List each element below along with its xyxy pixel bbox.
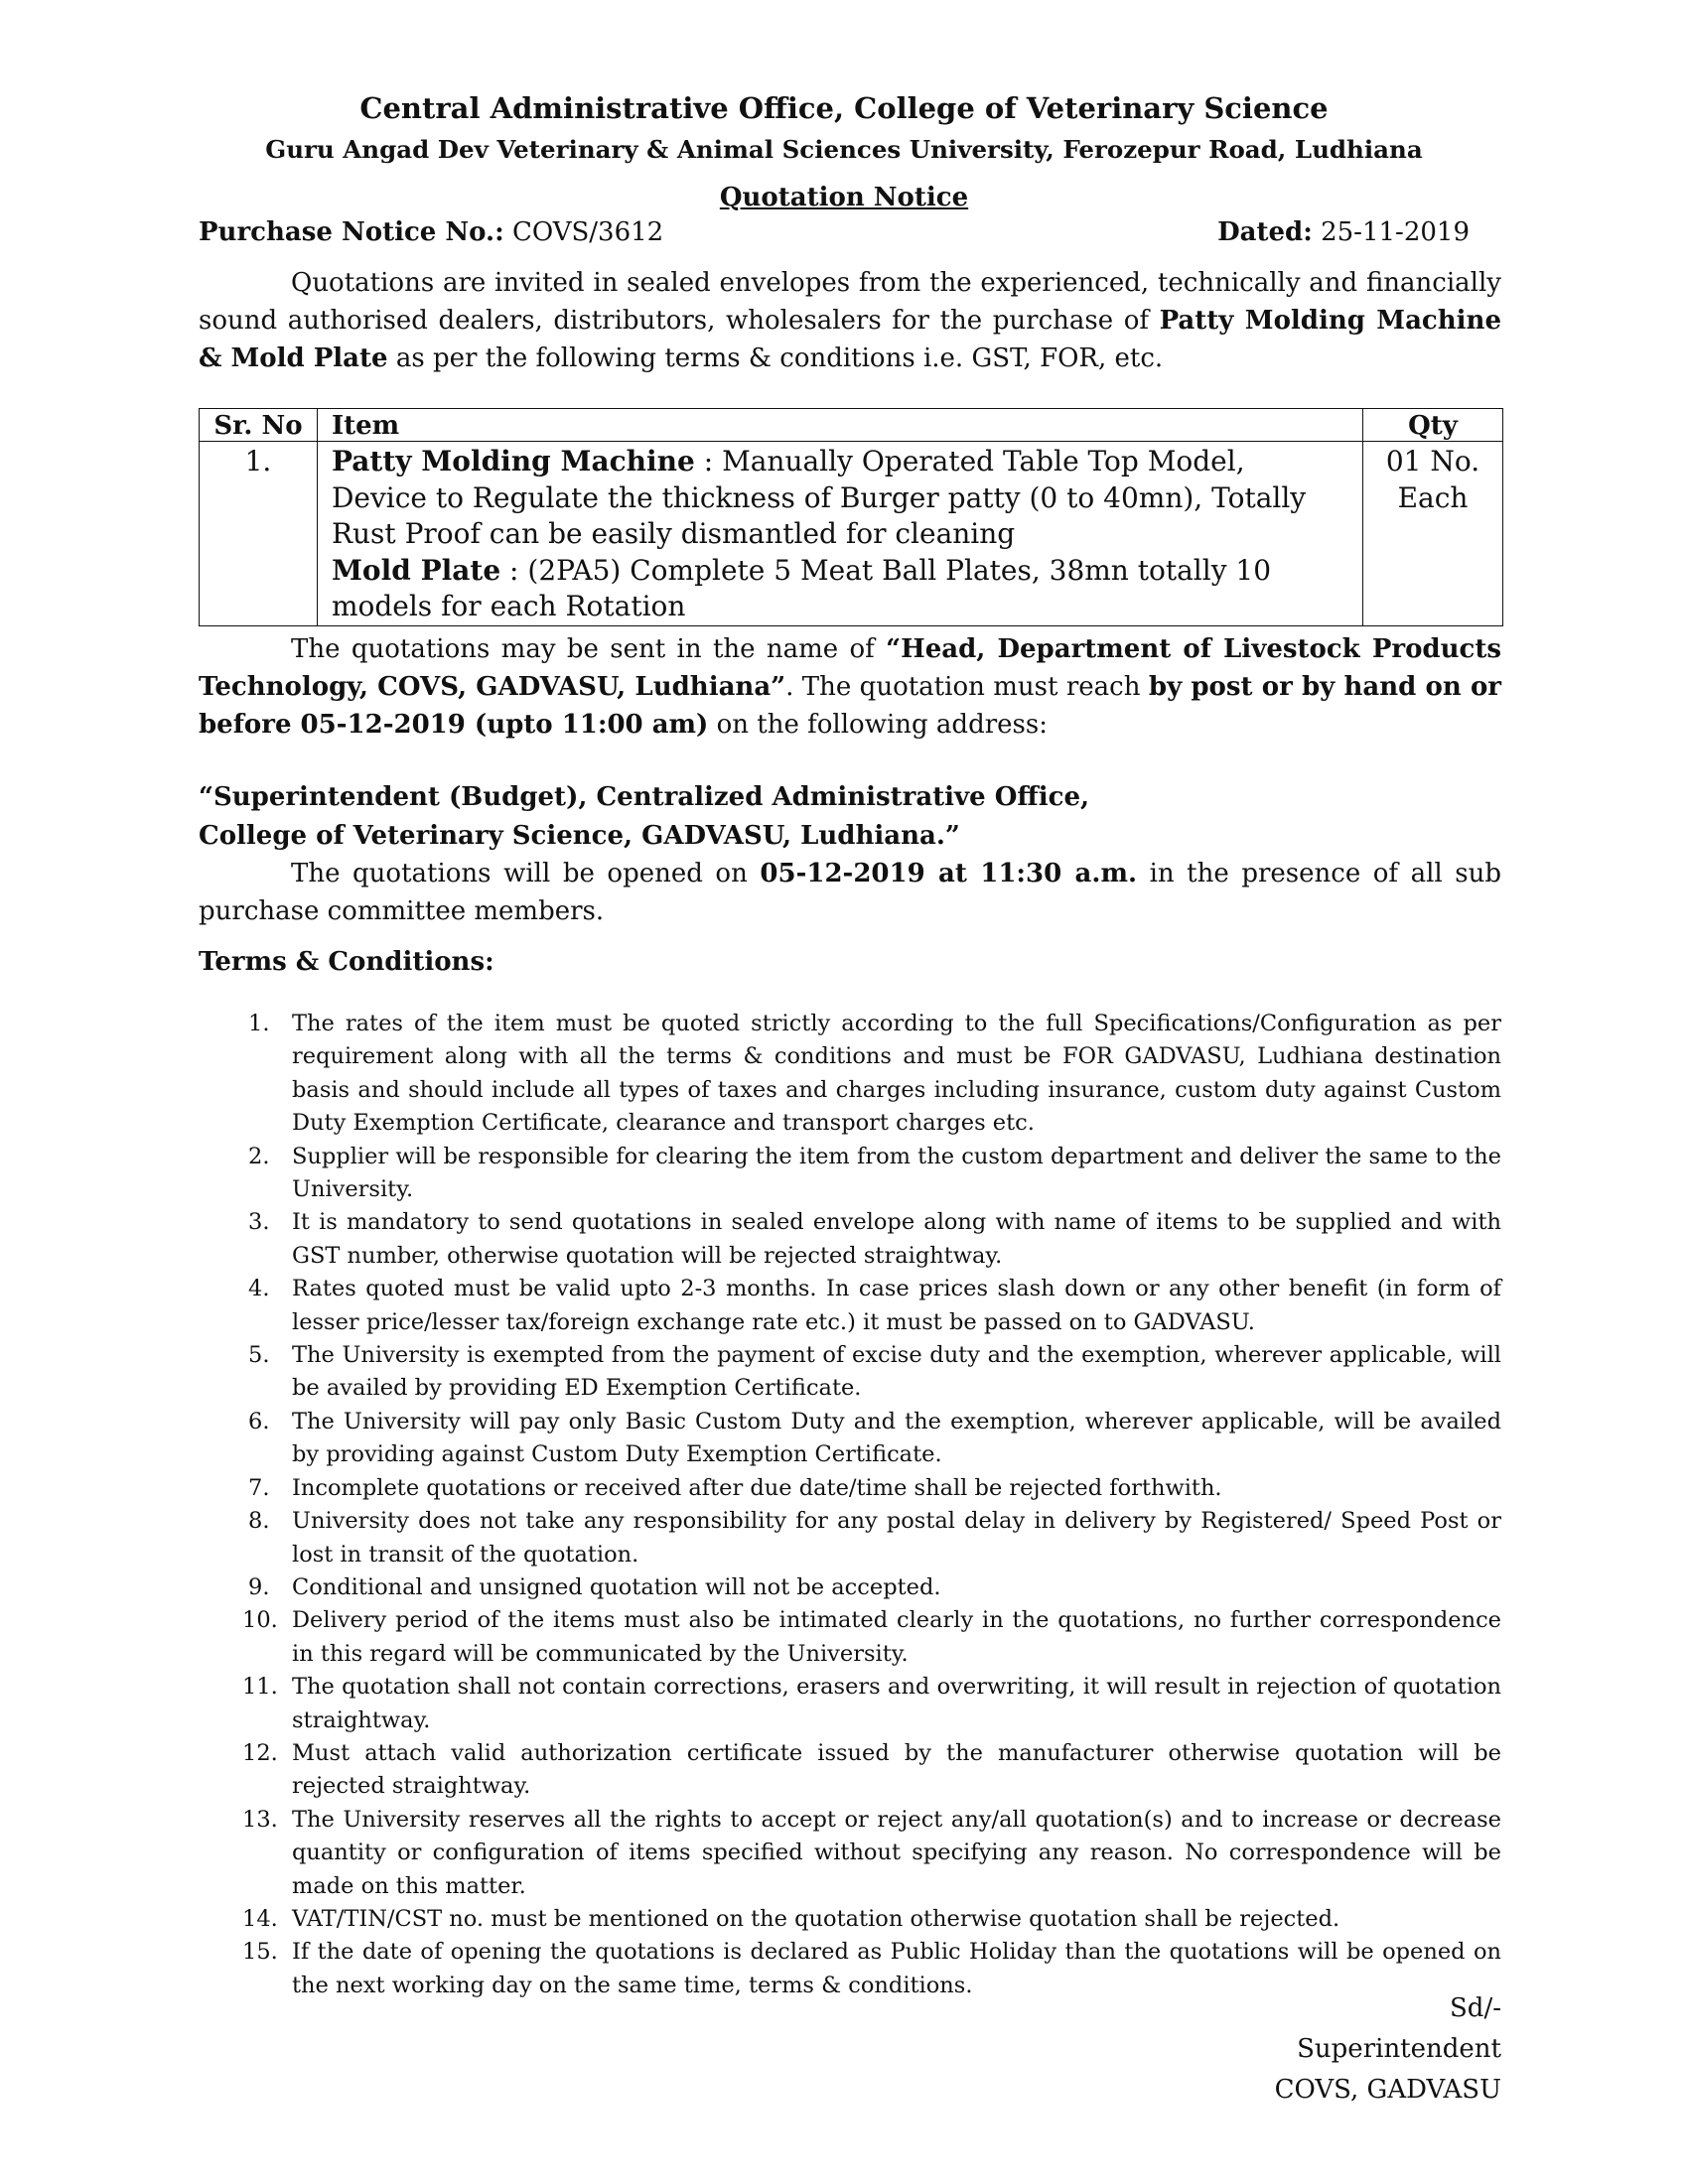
delivery-address bbox=[199, 778, 1089, 856]
term-text: Rates quoted must be valid upto 2-3 months. In case prices slash down or any other benefit (in form of lesser price/lesser tax/foreign exchange rate etc.) it must be passed on to GADVASU. bbox=[292, 1276, 1501, 1335]
notice-date bbox=[1217, 217, 1470, 247]
opening-text-2: in the presence of all sub purchase committee members. bbox=[199, 859, 1502, 926]
list-item bbox=[199, 1737, 1501, 1804]
opening-paragraph bbox=[199, 855, 1501, 930]
list-item bbox=[199, 1472, 1501, 1505]
term-number: 1. bbox=[248, 1011, 270, 1036]
term-number: 9. bbox=[248, 1573, 270, 1600]
terms-heading: Terms & Conditions: bbox=[199, 947, 494, 977]
purchase-notice-value: COVS/3612 bbox=[503, 217, 664, 247]
column-header-item: Item bbox=[317, 409, 1362, 442]
qty-value: 01 No. bbox=[1385, 445, 1480, 478]
term-text: Delivery period of the items must also be intimated clearly in the quotations, no further correspondence in this regard will be communicated by the University. bbox=[292, 1607, 1501, 1667]
term-number: 14. bbox=[242, 1905, 278, 1932]
term-text: VAT/TIN/CST no. must be mentioned on the quotation otherwise quotation shall be rejected. bbox=[292, 1905, 1340, 1932]
intro-text-2: as per the following terms & conditions i.e. GST, FOR, etc. bbox=[387, 343, 1164, 373]
term-number: 12. bbox=[242, 1739, 278, 1766]
opening-date-time: 05-12-2019 at 11:30 a.m. bbox=[760, 859, 1138, 888]
purchase-notice-number bbox=[199, 217, 663, 247]
list-item bbox=[199, 1206, 1501, 1273]
term-text: Conditional and unsigned quotation will not be accepted. bbox=[292, 1573, 941, 1600]
submission-recipient: “Head, Department of Livestock Products Technology, COVS, GADVASU, Ludhiana” bbox=[199, 634, 1501, 702]
term-number: 13. bbox=[242, 1806, 278, 1833]
submission-paragraph bbox=[199, 630, 1501, 744]
address-line-1: “Superintendent (Budget), Centralized Administrative Office, bbox=[199, 782, 1090, 812]
signature-block bbox=[1275, 1988, 1501, 2111]
list-item bbox=[199, 1406, 1501, 1472]
university-name-heading: Guru Angad Dev Veterinary & Animal Sciences University, Ferozepur Road, Ludhiana bbox=[265, 135, 1423, 164]
list-item bbox=[199, 1604, 1501, 1671]
term-text: University does not take any responsibility for any postal delay in delivery by Registered/ Speed Post or lost in transit of the quotation. bbox=[292, 1508, 1501, 1568]
purchase-notice-label: Purchase Notice No.: bbox=[199, 217, 504, 247]
item-cell bbox=[317, 442, 1362, 626]
table-row bbox=[200, 442, 1503, 626]
item-mold-plate bbox=[332, 553, 1348, 625]
intro-paragraph bbox=[199, 264, 1501, 377]
term-text: The quotation shall not contain corrections, erasers and overwriting, it will result in rejection of quotation straightway. bbox=[292, 1674, 1501, 1733]
term-text: It is mandatory to send quotations in sealed envelope along with name of items to be supplied and with GST number, otherwise quotation will be rejected straightway. bbox=[292, 1209, 1501, 1269]
qty-unit: Each bbox=[1397, 480, 1469, 514]
submission-text-2: . The quotation must reach bbox=[785, 672, 1149, 702]
term-number: 3. bbox=[248, 1209, 270, 1236]
term-number: 15. bbox=[242, 1939, 278, 1966]
term-number: 5. bbox=[248, 1342, 270, 1369]
item-patty-molding-machine bbox=[332, 444, 1348, 553]
submission-deadline: by post or by hand on or before 05-12-2019 (upto 11:00 am) bbox=[199, 672, 1501, 740]
notice-date-value: 25-11-2019 bbox=[1312, 217, 1470, 247]
list-item bbox=[199, 1273, 1501, 1339]
sr-no-cell: 1. bbox=[200, 442, 318, 626]
term-number: 4. bbox=[248, 1276, 270, 1302]
term-text: The rates of the item must be quoted strictly according to the full Specifications/Configuration as per requirement along with all the terms & conditions and must be FOR GADVASU, Ludhiana destination basis and should include all types of taxes and charges including insurance, custom duty against Custom Duty Exemption Certificate, clearance and transport charges etc. bbox=[292, 1011, 1501, 1137]
intro-text-1: Quotations are invited in sealed envelopes from the experienced, technically and financially sound authorised dealers, distributors, wholesalers for the purchase of bbox=[199, 268, 1501, 336]
items-table-header-row bbox=[200, 409, 1503, 442]
notice-date-label: Dated: bbox=[1217, 217, 1313, 247]
signature-designation: Superintendent bbox=[1297, 2034, 1501, 2064]
list-item bbox=[199, 1008, 1501, 1141]
term-text: Must attach valid authorization certificate issued by the manufacturer otherwise quotation will be rejected straightway. bbox=[292, 1739, 1501, 1800]
notice-title: Quotation Notice bbox=[719, 183, 969, 212]
qty-cell bbox=[1363, 442, 1503, 626]
term-number: 6. bbox=[248, 1408, 270, 1434]
list-item bbox=[199, 1671, 1501, 1737]
column-header-sr-no: Sr. No bbox=[200, 409, 318, 442]
term-text: The University will pay only Basic Custom Duty and the exemption, wherever applicable, will be availed by providing against Custom Duty Exemption Certificate. bbox=[292, 1408, 1501, 1468]
list-item bbox=[199, 1505, 1501, 1571]
items-table bbox=[199, 408, 1503, 626]
list-item bbox=[199, 1903, 1501, 1936]
office-name-heading: Central Administrative Office, College of Veterinary Science bbox=[359, 91, 1329, 125]
column-header-qty: Qty bbox=[1363, 409, 1503, 442]
item-2-description: : (2PA5) Complete 5 Meat Ball Plates, 38mn totally 10 models for each Rotation bbox=[331, 553, 1272, 622]
term-number: 2. bbox=[248, 1143, 270, 1169]
term-text: Supplier will be responsible for clearing the item from the custom department and deliver the same to the University. bbox=[292, 1143, 1501, 1203]
item-1-name: Patty Molding Machine bbox=[331, 445, 695, 478]
item-1-description: : Manually Operated Table Top Model, Device to Regulate the thickness of Burger patty (0 to 40mn), Totally Rust Proof can be easily dismantled for cleaning bbox=[331, 445, 1307, 550]
item-2-name: Mold Plate bbox=[331, 553, 501, 587]
term-text: Incomplete quotations or received after due date/time shall be rejected forthwith. bbox=[292, 1474, 1222, 1501]
term-number: 8. bbox=[248, 1508, 270, 1535]
list-item bbox=[199, 1339, 1501, 1406]
list-item bbox=[199, 1804, 1501, 1903]
opening-text-1: The quotations will be opened on bbox=[291, 859, 761, 888]
submission-text-1: The quotations may be sent in the name of bbox=[291, 634, 887, 664]
term-number: 11. bbox=[242, 1674, 278, 1701]
intro-bold-items: Patty Molding Machine & Mold Plate bbox=[199, 306, 1501, 373]
term-text: The University is exempted from the payment of excise duty and the exemption, wherever applicable, will be availed by providing ED Exemption Certificate. bbox=[292, 1342, 1501, 1402]
term-text: If the date of opening the quotations is declared as Public Holiday than the quotations will be opened on the next working day on the same time, terms & conditions. bbox=[292, 1939, 1501, 1998]
term-text: The University reserves all the rights to accept or reject any/all quotation(s) and to increase or decrease quantity or configuration of items specified without specifying any reason. No correspondence will be made on this matter. bbox=[292, 1806, 1501, 1899]
list-item bbox=[199, 1141, 1501, 1207]
submission-text-3: on the following address: bbox=[708, 710, 1048, 740]
term-number: 10. bbox=[242, 1607, 278, 1634]
address-line-2: College of Veterinary Science, GADVASU, Ludhiana.” bbox=[199, 821, 960, 851]
signature-sd: Sd/- bbox=[1450, 1993, 1501, 2023]
term-number: 7. bbox=[248, 1474, 270, 1501]
terms-list bbox=[199, 1008, 1501, 2002]
signature-office: COVS, GADVASU bbox=[1274, 2075, 1501, 2105]
list-item bbox=[199, 1571, 1501, 1604]
